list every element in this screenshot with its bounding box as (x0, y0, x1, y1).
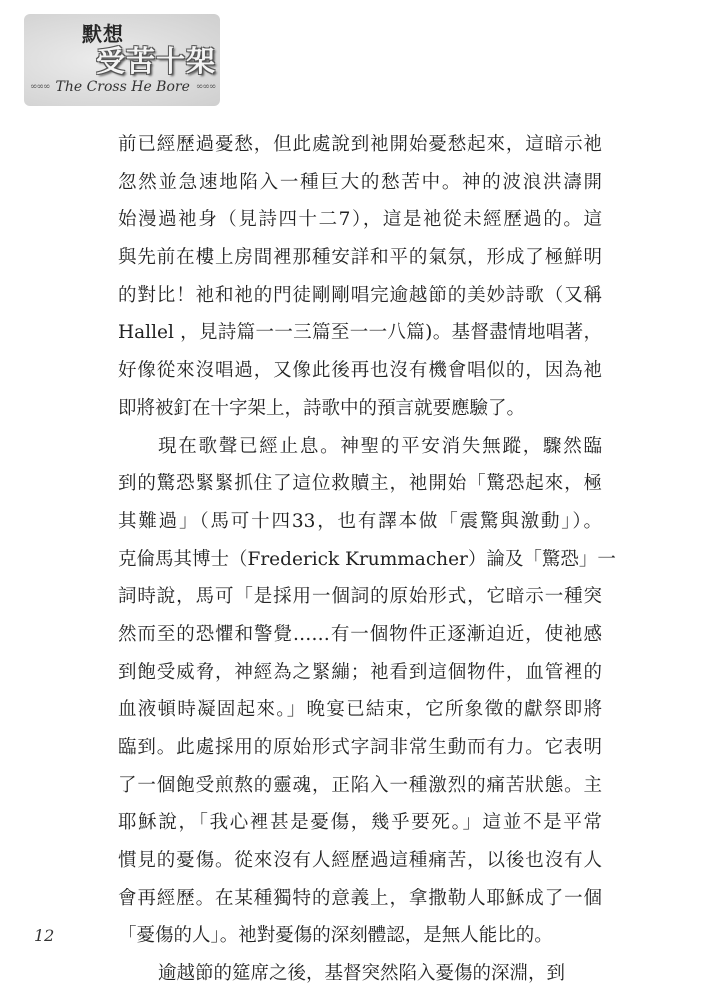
text-line: 然而至的恐懼和警覺……有一個物件正逐漸迫近，使祂感 (118, 623, 602, 645)
text-line: 會再經歷。在某種獨特的意義上，拿撒勒人耶穌成了一個 (118, 887, 602, 909)
text-line: 耶穌說，「我心裡甚是憂傷，幾乎要死。」這並不是平常 (118, 812, 602, 834)
text-line: 克倫馬其博士（Frederick Krummacher）論及「驚恐」一 (118, 548, 616, 570)
header-subtitle-english: The Cross He Bore (55, 79, 190, 95)
text-line: 前已經歷過憂愁，但此處說到祂開始憂愁起來，這暗示祂 (118, 134, 602, 155)
page-number: 12 (34, 926, 55, 945)
text-line: 到的驚恐緊緊抓住了這位救贖主，祂開始「驚恐起來，極 (118, 473, 602, 495)
ornament-left: ∞∞∞ (30, 82, 50, 92)
text-line: 與先前在樓上房間裡那種安詳和平的氣氛，形成了極鮮明 (118, 247, 602, 269)
text-line: 忽然並急速地陷入一種巨大的愁苦中。神的波浪洪濤開 (118, 171, 602, 193)
text-line: 始漫過祂身（見詩四十二7），這是祂從未經歷過的。這 (118, 209, 602, 231)
ornament-right: ∞∞∞ (195, 82, 216, 92)
text-line: 臨到。此處採用的原始形式字詞非常生動而有力。它表明 (118, 737, 602, 758)
text-line: 好像從來沒唱過，又像此後再也沒有機會唱似的，因為祂 (118, 360, 602, 382)
text-line: 了一個飽受煎熬的靈魂，正陷入一種激烈的痛苦狀態。主 (118, 774, 602, 796)
body-text (118, 126, 616, 993)
text-line: 其難過」（馬可十四33，也有譯本做「震驚與激動」）。 (118, 510, 602, 532)
text-line: 慣見的憂傷。從來沒有人經歷過這種痛苦，以後也沒有人 (118, 850, 602, 872)
text-line: 詞時說，馬可「是採用一個詞的原始形式，它暗示一種突 (118, 586, 602, 608)
text-line: 現在歌聲已經止息。神聖的平安消失無蹤，驟然臨 (158, 435, 602, 457)
text-line: 逾越節的筵席之後，基督突然陷入憂傷的深淵，到 (158, 963, 566, 985)
header-title-small: 默想 (82, 22, 124, 46)
text-line: Hallel ，見詩篇一一三篇至一一八篇)。基督盡情地唱著， (118, 322, 602, 344)
header-subtitle (30, 76, 218, 98)
text-line: 的對比！祂和祂的門徒剛剛唱完逾越節的美妙詩歌（又稱 (118, 284, 602, 306)
text-line: 即將被釘在十字架上，詩歌中的預言就要應驗了。 (118, 397, 526, 419)
text-line: 到飽受威脅，神經為之緊繃；祂看到這個物件，血管裡的 (118, 661, 602, 683)
book-header (24, 14, 220, 106)
header-title-large: 受苦十架 (96, 44, 217, 78)
text-line: 「憂傷的人」。祂對憂傷的深刻體認，是無人能比的。 (118, 925, 553, 947)
text-line: 血液頓時凝固起來。」晚宴已結束，它所象徵的獻祭即將 (118, 699, 602, 721)
